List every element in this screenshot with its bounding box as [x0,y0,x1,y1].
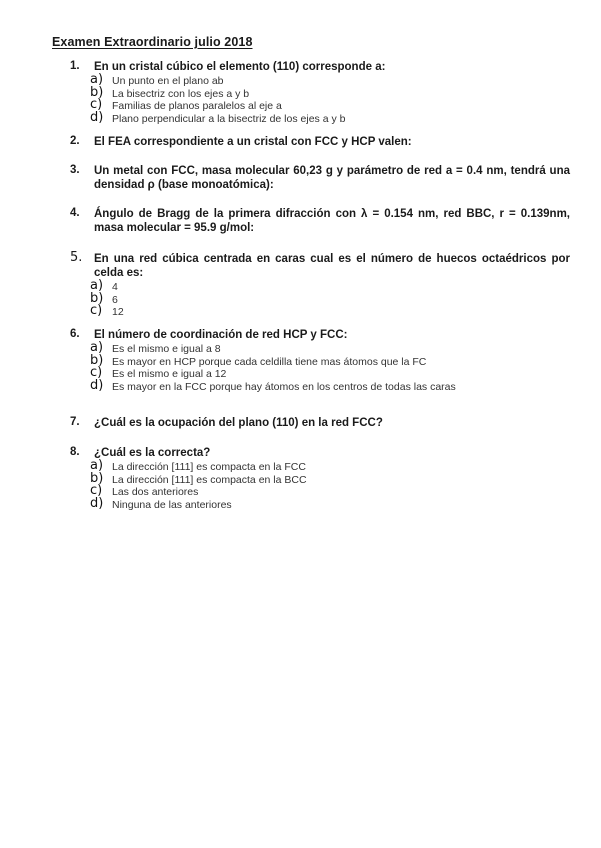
question-text: ¿Cuál es la ocupación del plano (110) en la red FCC? [94,417,383,429]
question-text: El FEA correspondiente a un cristal con FCC y HCP valen: [94,136,412,148]
option-c: c) 12 [90,303,124,318]
question-3: 3. Un metal con FCC, masa molecular 60,23 g y parámetro de red a = 0.4 nm, tendrá una densidad ρ (base monoatómica): [70,164,570,191]
option-c: c) Las dos anteriores [90,483,199,498]
question-text: El número de coordinación de red HCP y FCC: [94,329,348,341]
question-6: 6. El número de coordinación de red HCP y FCC: a) Es el mismo e igual a 8 b) Es mayor en HCP porque cada celdilla tiene mas átomos que la FC c) Es el mismo e igual a 12 d) Es mayor en la FCC porque hay átomos en los centros de todas las caras [70,328,570,393]
option-d: d) Plano perpendicular a la bisectriz de los ejes a y b [90,109,346,125]
option-a: a) Es el mismo e igual a 8 [90,340,221,355]
question-text: Un metal con FCC, masa molecular 60,23 g y parámetro de red a = 0.4 nm, tendrá una densidad ρ (base monoatómica): [94,165,570,191]
options-list [90,340,570,393]
options-list [90,458,570,511]
options-list [90,278,570,319]
question-number: 1. [70,60,80,72]
option-b: b) La dirección [111] es compacta en la BCC [90,470,307,486]
question-text: ¿Cuál es la correcta? [94,447,211,459]
question-7: 7. ¿Cuál es la ocupación del plano (110) en la red FCC? [70,416,570,430]
option-c: c) Es el mismo e igual a 12 [90,365,227,380]
question-text: En una red cúbica centrada en caras cual es el número de huecos octaédricos por celda es: [94,253,570,279]
question-2: 2. El FEA correspondiente a un cristal con FCC y HCP valen: [70,135,570,149]
question-text: En un cristal cúbico el elemento (110) corresponde a: [94,61,386,73]
option-a: a) La dirección [111] es compacta en la FCC [90,458,306,473]
option-a: a) 4 [90,278,118,293]
question-8: 8. ¿Cuál es la correcta? a) La dirección [111] es compacta en la FCC b) La dirección [111] es compacta en la BCC c) Las dos anteriores d) Ninguna de las anteriores [70,446,570,511]
question-5: 5. En una red cúbica centrada en caras cual es el número de huecos octaédricos por celda es: a) 4 b) 6 c) 12 [70,250,570,318]
question-4: 4. Ángulo de Bragg de la primera difracción con λ = 0.154 nm, red BBC, r = 0.139nm, masa molecular = 95.9 g/mol: [70,207,570,234]
question-1 [70,60,570,125]
exam-title: Examen Extraordinario julio 2018 [52,35,253,49]
options-list [90,72,570,125]
question-text: Ángulo de Bragg de la primera difracción con λ = 0.154 nm, red BBC, r = 0.139nm, masa molecular = 95.9 g/mol: [94,208,570,234]
option-d: d) Ninguna de las anteriores [90,495,232,511]
option-d: d) Es mayor en la FCC porque hay átomos en los centros de todas las caras [90,377,456,393]
option-b: b) Es mayor en HCP porque cada celdilla tiene mas átomos que la FC [90,352,427,368]
option-b: b) 6 [90,290,118,306]
option-b: b) La bisectriz con los ejes a y b [90,84,250,100]
option-c: c) Familias de planos paralelos al eje a [90,97,282,112]
option-a: a) Un punto en el plano ab [90,72,224,87]
